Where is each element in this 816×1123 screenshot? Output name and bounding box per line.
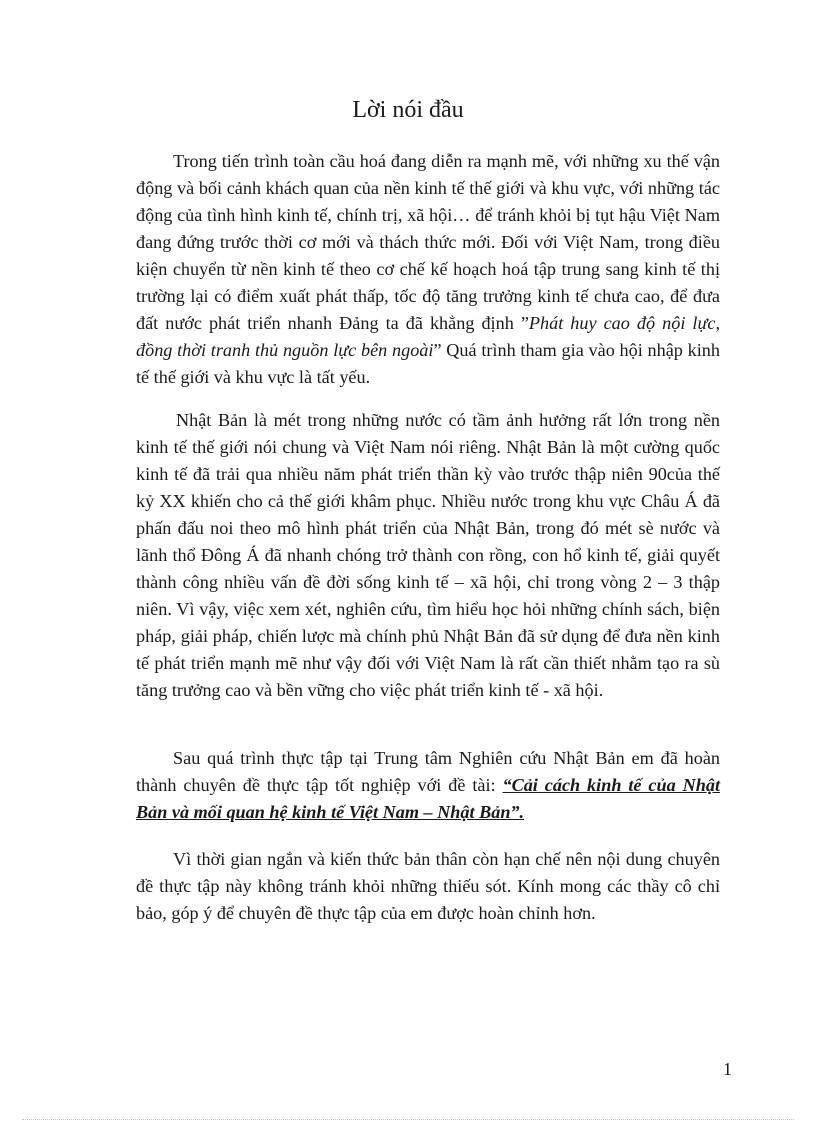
paragraph-internship-text: Sau quá trình thực tập tại Trung tâm Nghiên cứu Nhật Bản em đã hoàn thành chuyên đề thực tập tốt nghiệp với đề tài: bbox=[136, 748, 720, 795]
paragraph-intro bbox=[136, 148, 720, 391]
paragraph-internship bbox=[136, 745, 720, 826]
page-title: Lời nói đầu bbox=[352, 97, 464, 123]
party-quote: Phát huy cao độ nội lực, đồng thời tranh thủ nguồn lực bên ngoài bbox=[136, 313, 720, 360]
page-number: 1 bbox=[723, 1059, 732, 1079]
thesis-topic: “Cải cách kinh tế của Nhật Bản và mối quan hệ kinh tế Việt Nam – Nhật Bản”. bbox=[136, 775, 720, 822]
paragraph-intro-ending: ” Quá trình tham gia vào hội nhập kinh tế thế giới và khu vực là tất yếu. bbox=[136, 340, 720, 387]
paragraph-closing: Vì thời gian ngắn và kiến thức bản thân còn hạn chế nên nội dung chuyên đề thực tập này không tránh khỏi những thiếu sót. Kính mong các thầy cô chỉ bảo, góp ý để chuyên đề thực tập của em được hoàn chỉnh hơn. bbox=[136, 849, 720, 923]
footer-divider bbox=[22, 1119, 794, 1120]
paragraph-intro-text: Trong tiến trình toàn cầu hoá đang diễn ra mạnh mẽ, với những xu thế vận động và bối cảnh khách quan của nền kinh tế thế giới và khu vực, với những tác động của tình hình kinh tế, chính trị, xã hội… để tránh khỏi bị tụt hậu Việt Nam đang đứng trước thời cơ mới và thách thức mới. Đối với Việt Nam, trong điều kiện chuyển từ nền kinh tế theo cơ chế kế hoạch hoá tập trung sang kinh tế thị trường lại có điểm xuất phát thấp, tốc độ tăng trưởng kinh tế chưa cao, để đưa đất nước phát triển nhanh Đảng ta đã khẳng định ” bbox=[136, 151, 720, 333]
paragraph-japan: Nhật Bản là mét trong những nước có tầm ảnh hưởng rất lớn trong nền kinh tế thế giới nói chung và Việt Nam nói riêng. Nhật Bản là một cường quốc kinh tế đã trải qua nhiều năm phát triển thần kỳ vào trước thập niên 90của thế kỷ XX khiến cho cả thế giới khâm phục. Nhiều nước trong khu vực Châu Á đã phấn đấu noi theo mô hình phát triển của Nhật Bản, trong đó mét sè nước và lãnh thổ Đông Á đã nhanh chóng trở thành con rồng, con hổ kinh tế, giải quyết thành công nhiều vấn đề đời sống kinh tế – xã hội, chỉ trong vòng 2 – 3 thập niên. Vì vậy, việc xem xét, nghiên cứu, tìm hiểu học hỏi những chính sách, biện pháp, giải pháp, chiến lược mà chính phủ Nhật Bản đã sử dụng để đưa nền kinh tế phát triển mạnh mẽ như vậy đối với Việt Nam là rất cần thiết nhằm tạo ra sù tăng trưởng cao và bền vững cho việc phát triển kinh tế - xã hội. bbox=[136, 410, 720, 700]
